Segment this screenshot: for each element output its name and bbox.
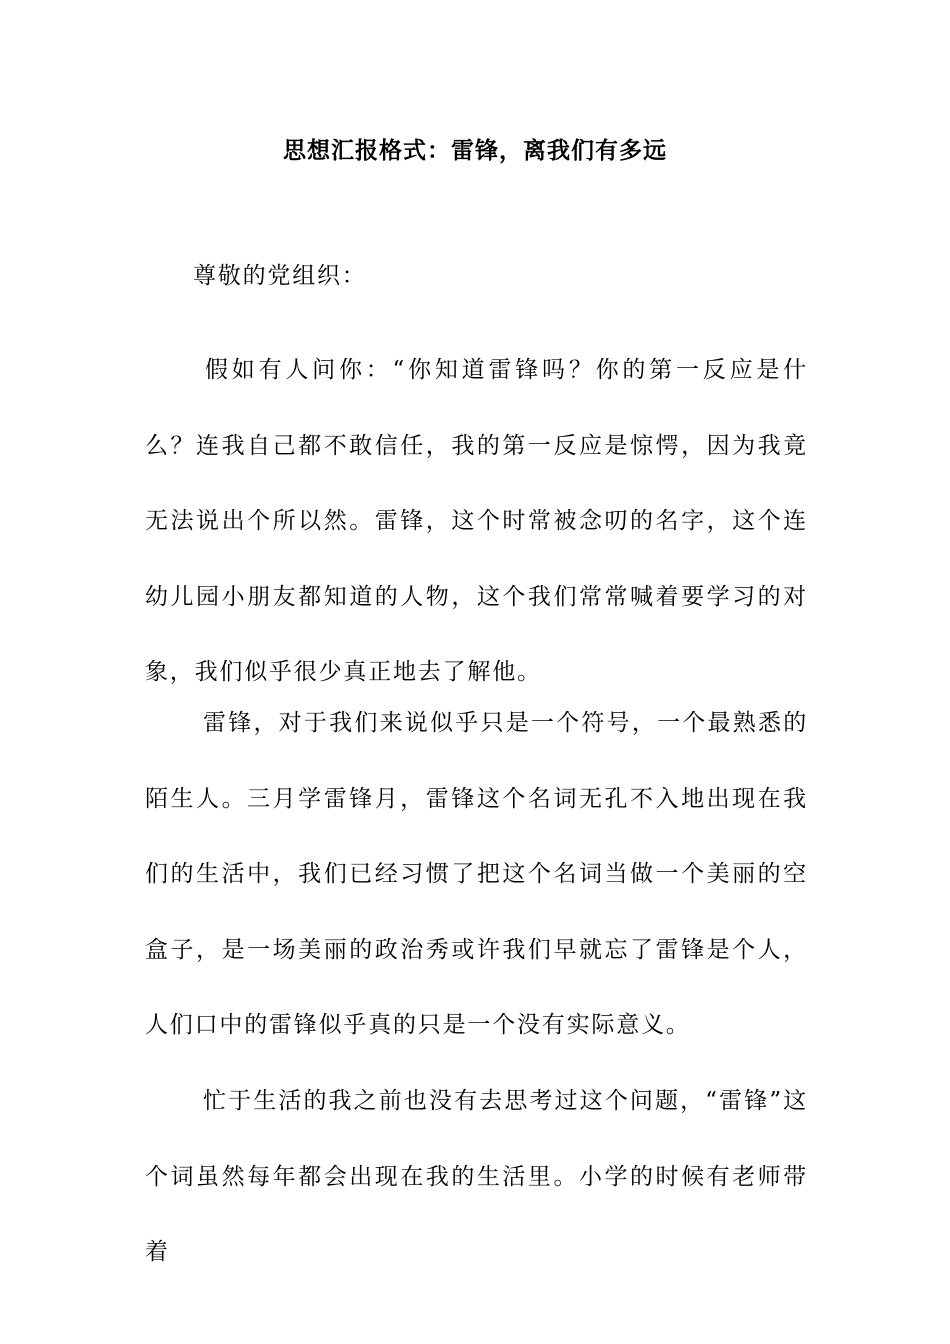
paragraph-3: 忙于生活的我之前也没有去思考过这个问题，“雷锋”这个词虽然每年都会出现在我的生活里。小学的时候有老师带着 <box>145 1088 808 1265</box>
document-title: 思想汇报格式：雷锋，离我们有多远 <box>283 137 667 164</box>
paragraph-1: 假如有人问你：“你知道雷锋吗？你的第一反应是什么？连我自己都不敢信任，我的第一反应是惊愕，因为我竟无法说出个所以然。雷锋，这个时常被念叨的名字，这个连幼儿园小朋友都知道的人物，这个我们常常喊着要学习的对象，我们似乎很少真正地去了解他。 <box>145 357 808 685</box>
paragraph-2: 雷锋，对于我们来说似乎只是一个符号，一个最熟悉的陌生人。三月学雷锋月，雷锋这个名词无孔不入地出现在我们的生活中，我们已经习惯了把这个名词当做一个美丽的空盒子，是一场美丽的政治秀或许我们早就忘了雷锋是个人，人们口中的雷锋似乎真的只是一个没有实际意义。 <box>145 710 808 1038</box>
greeting-line: 尊敬的党组织： <box>193 263 367 289</box>
